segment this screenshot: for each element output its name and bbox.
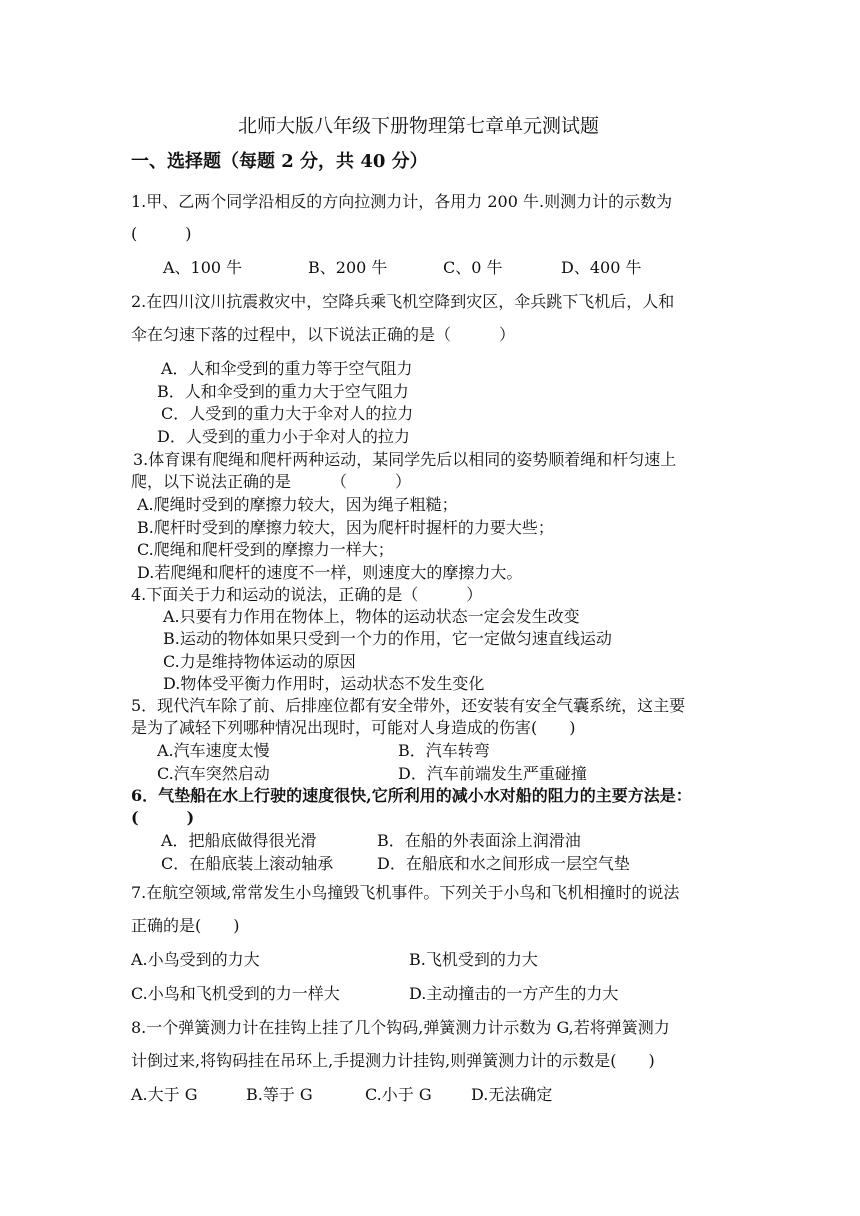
option-a: A．把船底做得很光滑 — [161, 831, 317, 850]
question-stem: 5．现代汽车除了前、后排座位都有安全带外，还安装有安全气囊系统，这主要 — [131, 696, 686, 715]
question-stem: 计倒过来,将钩码挂在吊环上,手提测力计挂钩,则弹簧测力计的示数是( ) — [131, 1051, 655, 1070]
option-c: C.汽车突然启动 — [157, 764, 270, 783]
option-c: C.小鸟和飞机受到的力一样大 — [131, 984, 340, 1003]
option-d: D、400 牛 — [561, 258, 642, 277]
option-b: B．在船的外表面涂上润滑油 — [377, 831, 581, 850]
option-c: C.爬绳和爬杆受到的摩擦力一样大； — [137, 540, 394, 559]
question-stem: 爬，以下说法正确的是 （ ） — [131, 472, 412, 491]
question-stem: 7.在航空领域,常常发生小鸟撞毁飞机事件。下列关于小鸟和飞机相撞时的说法 — [131, 883, 680, 902]
question-stem: 1.甲、乙两个同学沿相反的方向拉测力计，各用力 200 牛.则测力计的示数为 — [131, 192, 673, 211]
option-a: A．人和伞受到的重力等于空气阻力 — [161, 359, 413, 378]
section-heading: 一、选择题（每题 2 分，共 40 分） — [131, 151, 428, 172]
option-d: D．汽车前端发生严重碰撞 — [398, 764, 587, 783]
question-stem: 3.体育课有爬绳和爬杆两种运动，某同学先后以相同的姿势顺着绳和杆匀速上 — [133, 450, 677, 469]
option-d: D.若爬绳和爬杆的速度不一样，则速度大的摩擦力大。 — [137, 563, 523, 582]
question-stem: 伞在匀速下落的过程中，以下说法正确的是（ ） — [131, 325, 516, 344]
option-d: D.无法确定 — [471, 1085, 553, 1104]
page-title: 北师大版八年级下册物理第七章单元测试题 — [238, 115, 600, 137]
question-stem: ( ) — [131, 224, 192, 243]
option-b: B、200 牛 — [308, 258, 388, 277]
option-c: C.力是维持物体运动的原因 — [163, 652, 356, 671]
option-c: C.小于 G — [365, 1085, 432, 1104]
option-d: D.物体受平衡力作用时，运动状态不发生变化 — [163, 674, 485, 693]
question-stem: 6．气垫船在水上行驶的速度很快,它所利用的减小水对船的阻力的主要方法是： — [131, 786, 692, 805]
option-d: D.主动撞击的一方产生的力大 — [409, 984, 619, 1003]
option-c: C．在船底装上滚动轴承 — [161, 854, 334, 873]
option-c: C、0 牛 — [443, 258, 503, 277]
option-b: B．汽车转弯 — [398, 741, 490, 760]
option-a: A.大于 G — [131, 1085, 198, 1104]
option-a: A.小鸟受到的力大 — [131, 950, 260, 969]
option-a: A.汽车速度太慢 — [157, 741, 270, 760]
option-a: A、100 牛 — [163, 258, 243, 277]
question-stem: 4.下面关于力和运动的说法，正确的是（ ） — [131, 585, 483, 604]
question-stem: 8.一个弹簧测力计在挂钩上挂了几个钩码,弹簧测力计示数为 G,若将弹簧测力 — [131, 1018, 670, 1037]
option-b: B.运动的物体如果只受到一个力的作用，它一定做匀速直线运动 — [163, 629, 612, 648]
question-stem: 正确的是( ) — [131, 916, 240, 935]
option-b: B．人和伞受到的重力大于空气阻力 — [157, 382, 409, 401]
option-b: B.等于 G — [246, 1085, 313, 1104]
option-d: D．人受到的重力小于伞对人的拉力 — [157, 427, 410, 446]
option-d: D．在船底和水之间形成一层空气垫 — [377, 854, 630, 873]
question-stem: 是为了减轻下列哪种情况出现时，可能对人身造成的伤害( ) — [131, 718, 576, 737]
question-stem: ( ) — [131, 808, 195, 827]
question-stem: 2.在四川汶川抗震救灾中，空降兵乘飞机空降到灾区，伞兵跳下飞机后，人和 — [131, 292, 675, 311]
option-a: A.爬绳时受到的摩擦力较大，因为绳子粗糙； — [137, 495, 458, 514]
option-c: C．人受到的重力大于伞对人的拉力 — [161, 404, 414, 423]
option-b: B.爬杆时受到的摩擦力较大，因为爬杆时握杆的力要大些； — [137, 518, 554, 537]
option-a: A.只要有力作用在物体上，物体的运动状态一定会发生改变 — [163, 607, 580, 626]
option-b: B.飞机受到的力大 — [409, 950, 538, 969]
